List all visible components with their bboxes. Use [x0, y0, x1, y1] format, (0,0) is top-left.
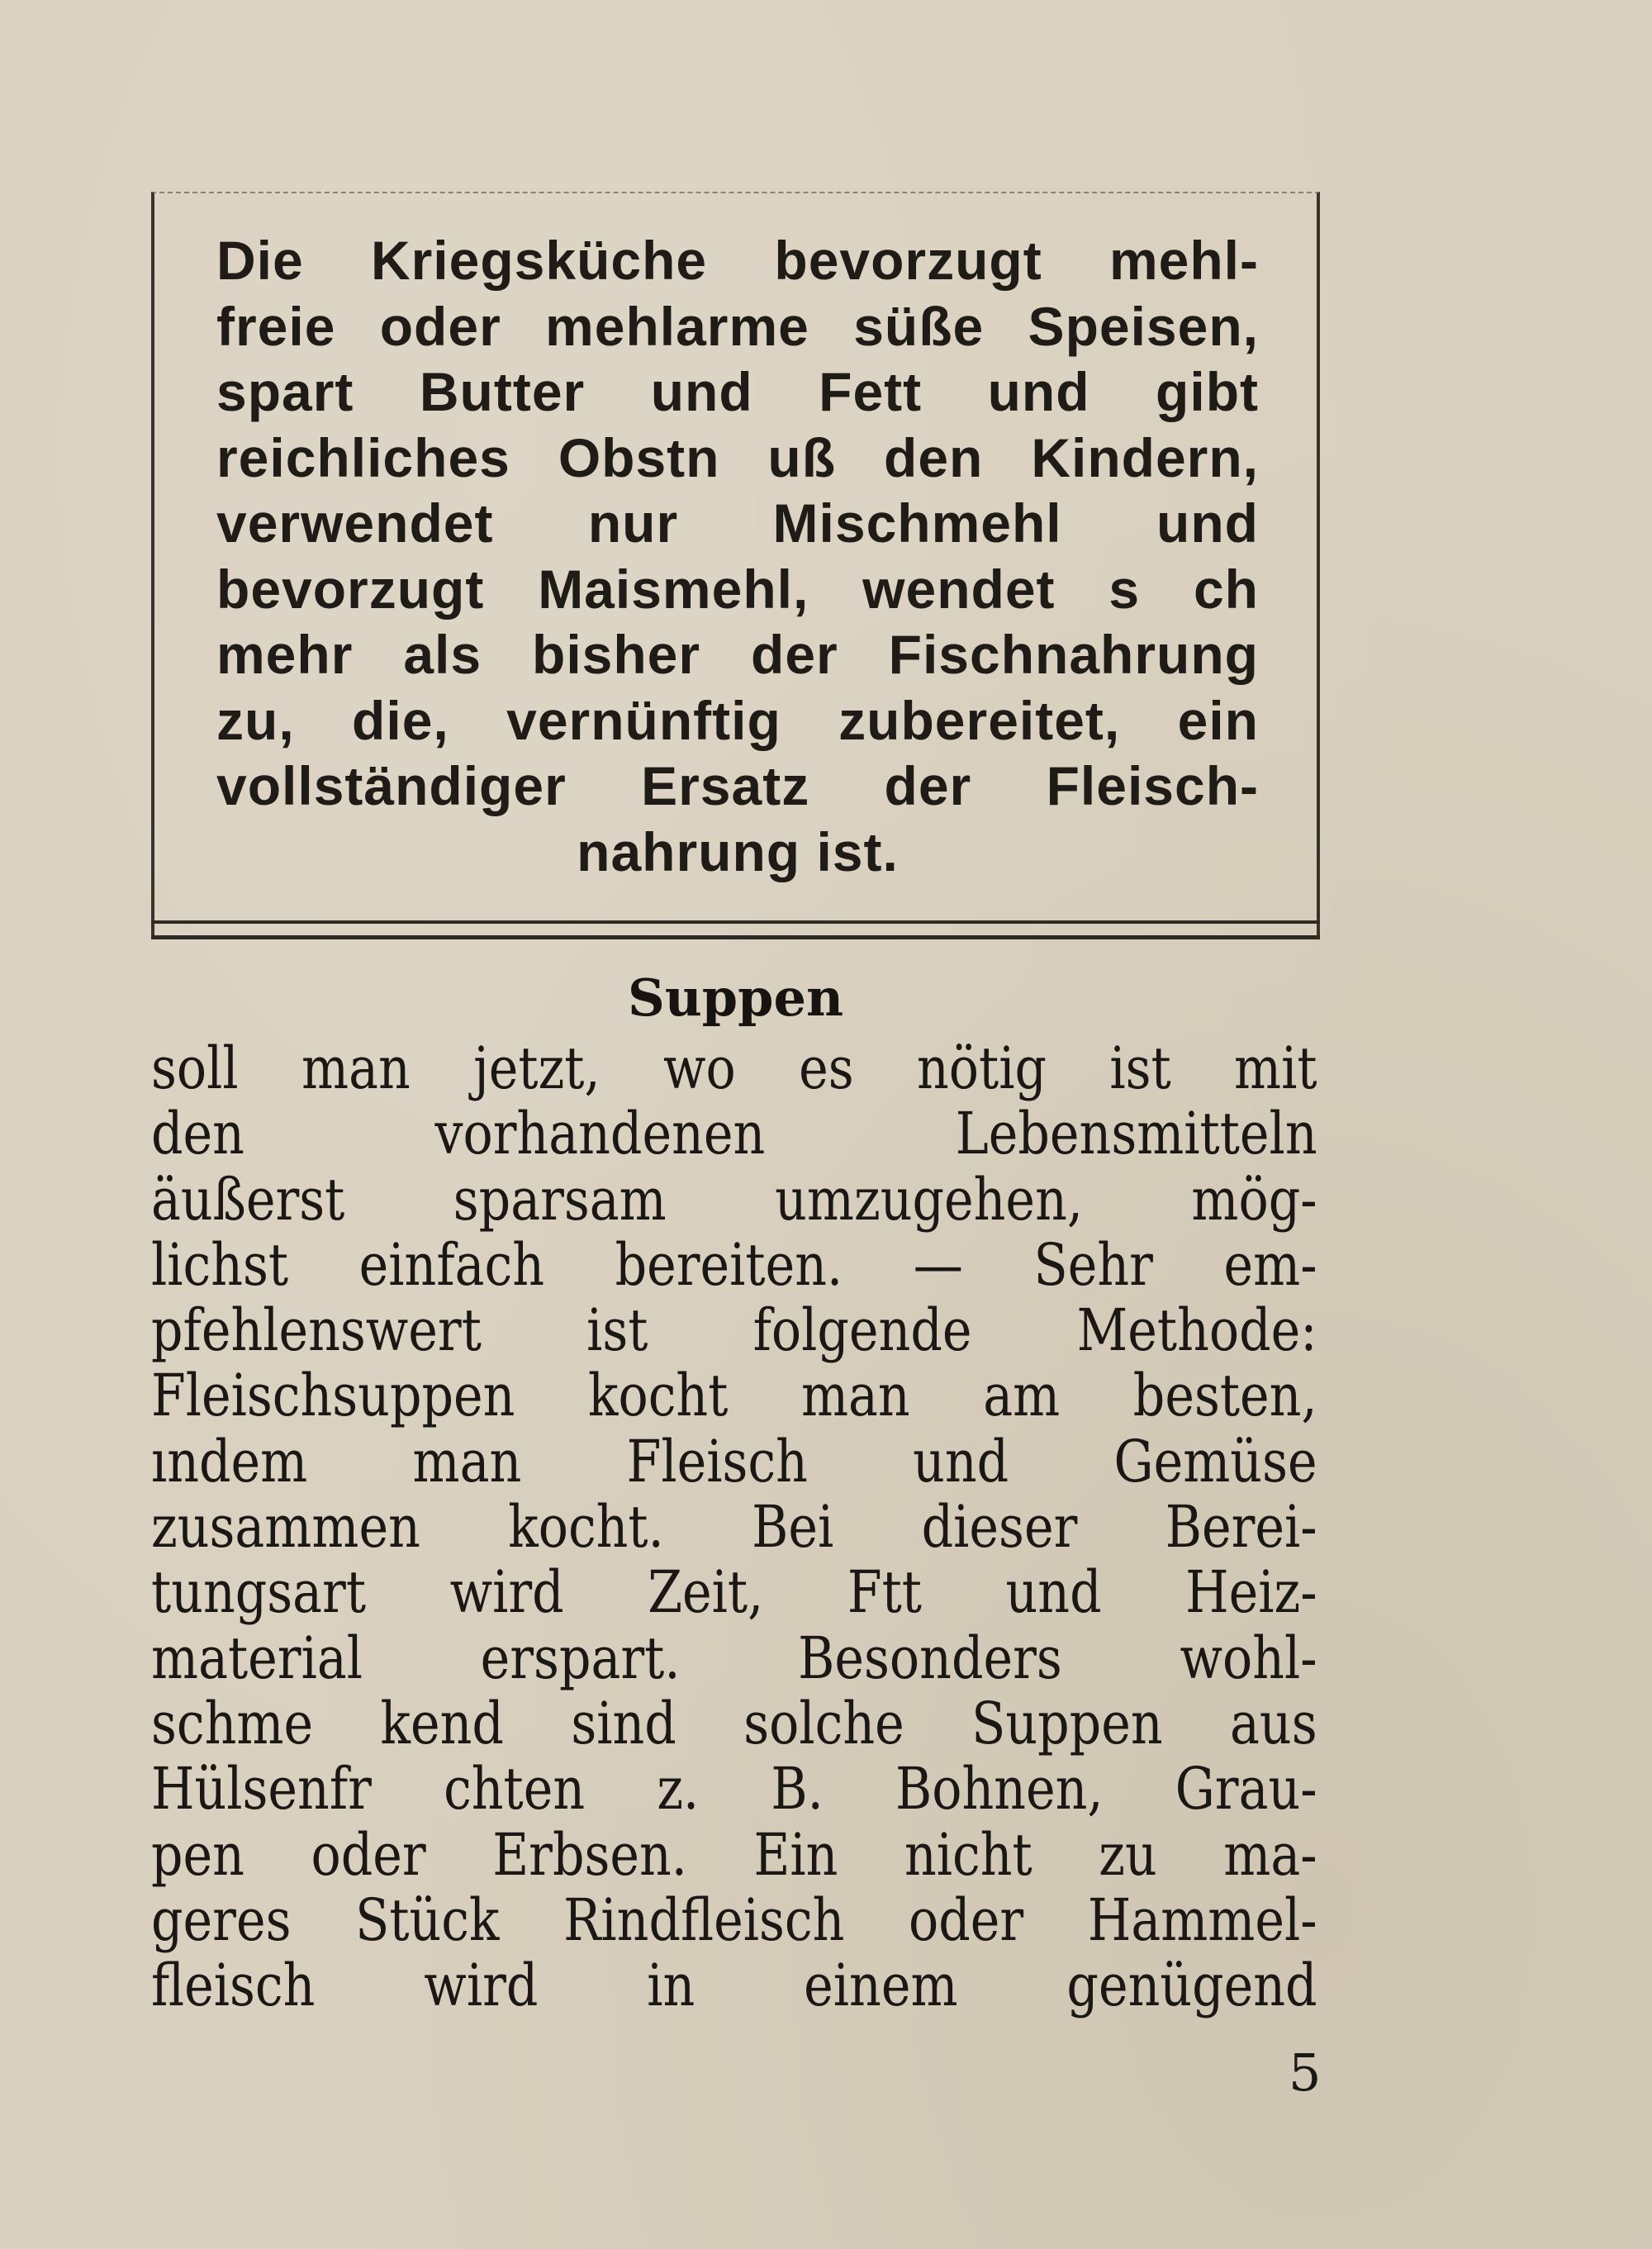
body-line: pen oder Erbsen. Ein nicht zu ma- [151, 1820, 1317, 1889]
notice-box [151, 192, 1320, 939]
notice-line: bevorzugt Maismehl, wendet s ch [216, 558, 1259, 620]
body-line: Fleischsuppen kocht man am besten, [151, 1362, 1317, 1430]
section-heading: Suppen [627, 968, 844, 1028]
body-line: fleisch wird in einem genügend [151, 1952, 1317, 2020]
body-line: zusammen kocht. Bei dieser Berei- [151, 1493, 1317, 1562]
notice-line: Die Kriegsküche bevorzugt mehl- [216, 230, 1259, 291]
body-line: material erspart. Besonders wohl- [151, 1624, 1317, 1692]
body-line: geres Stück Rindfleisch oder Hammel- [151, 1885, 1317, 1954]
body-line: äußerst sparsam umzugehen, mög- [151, 1165, 1317, 1234]
notice-text [216, 228, 1259, 885]
body-line: den vorhandenen Lebensmitteln [151, 1100, 1317, 1168]
notice-line: vollständiger Ersatz der Fleisch- [216, 755, 1259, 816]
body-text [151, 1036, 1320, 2018]
notice-line: spart Butter und Fett und gibt [216, 361, 1259, 422]
notice-line: freie oder mehlarme süße Speisen, [216, 295, 1259, 357]
body-line: schme kend sind solche Suppen aus [151, 1689, 1317, 1757]
notice-line: mehr als bisher der Fischnahrung [216, 624, 1259, 685]
body-line: pfehlenswert ist folgende Methode: [151, 1296, 1317, 1365]
body-line: Hülsenfr chten z. B. Bohnen, Grau- [151, 1755, 1317, 1823]
notice-line: nahrung ist. [577, 820, 899, 882]
notice-line: verwendet nur Mischmehl und [216, 492, 1259, 554]
body-line: soll man jetzt, wo es nötig ist mit [151, 1034, 1317, 1102]
body-line: tungsart wird Zeit, Ftt und Heiz- [151, 1558, 1317, 1627]
body-line: lichst einfach bereiten. — Sehr em- [151, 1230, 1317, 1299]
notice-line: reichliches Obstn uß den Kindern, [216, 426, 1259, 488]
notice-line: zu, die, vernünftig zubereitet, ein [216, 689, 1259, 751]
page-number: 5 [1289, 2042, 1322, 2103]
body-line: ındem man Fleisch und Gemüse [151, 1427, 1317, 1495]
